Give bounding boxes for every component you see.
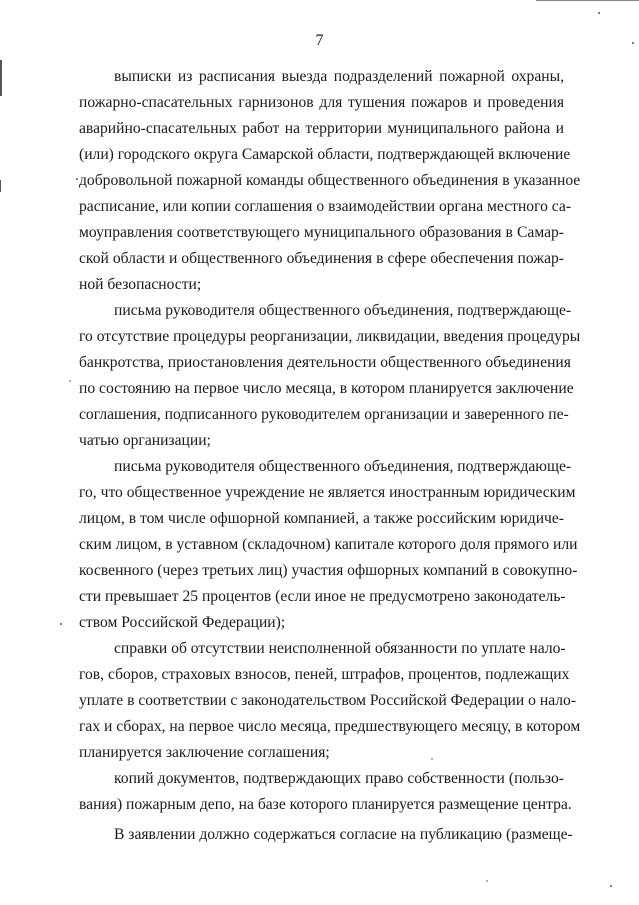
text-line: ской области и общественного объединения в сфере обеспечения пожар-: [79, 250, 564, 267]
text-line: ством Российской Федерации);: [79, 614, 286, 631]
text-line: уплате в соответствии с законодательством Российской Федерации о нало-: [79, 692, 577, 709]
text-line: го, что общественное учреждение не является иностранным юридическим: [79, 484, 576, 501]
text-line: планируется заключение соглашения;: [79, 744, 330, 761]
text-line: косвенного (через третьих лиц) участия офшорных компаний в совокупно-: [79, 562, 578, 579]
text-line: банкротства, приостановления деятельности общественного объединения: [79, 354, 571, 371]
text-line: чатью организации;: [79, 432, 211, 449]
text-line: го отсутствие процедуры реорганизации, ликвидации, введения процедуры: [79, 328, 581, 345]
text-line: копий документов, подтверждающих право собственности (пользо-: [114, 770, 564, 787]
text-line: ной безопасности;: [79, 276, 202, 293]
scan-speck: [76, 178, 78, 180]
scan-speck: [632, 42, 634, 44]
text-line: добровольной пожарной команды общественного объединения в указанное: [79, 172, 581, 189]
text-line: гах и сборах, на первое число месяца, предшествующего месяцу, в котором: [79, 718, 581, 735]
text-line: выписки из расписания выезда подразделений пожарной охраны,: [114, 68, 564, 85]
scan-speck: [69, 380, 71, 382]
text-line: моуправления соответствующего муниципального образования в Самар-: [79, 224, 564, 241]
text-line: аварийно-спасательных работ на территории муниципального района и: [79, 120, 564, 137]
text-line: соглашения, подписанного руководителем организации и заверенного пе-: [79, 406, 569, 423]
text-line: письма руководителя общественного объединения, подтверждающе-: [114, 458, 572, 475]
scan-speck: [486, 880, 488, 882]
text-line: (или) городского округа Самарской области, подтверждающей включение: [79, 146, 571, 163]
text-line: по состоянию на первое число месяца, в котором планируется заключение: [79, 380, 574, 397]
text-line: письма руководителя общественного объединения, подтверждающе-: [114, 302, 572, 319]
scan-speck: [431, 758, 433, 760]
scan-edge-mark: [0, 180, 1, 192]
text-line: вания) пожарным депо, на базе которого планируется размещение центра.: [79, 796, 572, 813]
scan-speck: [610, 885, 612, 887]
text-line: сти превышает 25 процентов (если иное не предусмотрено законодатель-: [79, 588, 566, 605]
text-line: ским лицом, в уставном (складочном) капитале которого доля прямого или: [79, 536, 578, 553]
text-line: расписание, или копии соглашения о взаимодействии органа местного са-: [79, 198, 572, 215]
page-number: 7: [315, 32, 324, 49]
text-line: лицом, в том числе офшорной компанией, а также российским юридиче-: [79, 510, 564, 527]
scan-edge-mark: [0, 60, 2, 96]
scan-speck: [598, 12, 600, 14]
text-line: справки об отсутствии неисполненной обязанности по уплате нало-: [114, 640, 566, 657]
text-line: В заявлении должно содержаться согласие на публикацию (размеще-: [114, 826, 573, 843]
text-line: пожарно-спасательных гарнизонов для тушения пожаров и проведения: [79, 94, 564, 111]
scan-edge-mark: [536, 0, 639, 1]
scan-speck: [60, 623, 62, 625]
text-line: гов, сборов, страховых взносов, пеней, штрафов, процентов, подлежащих: [79, 666, 570, 683]
